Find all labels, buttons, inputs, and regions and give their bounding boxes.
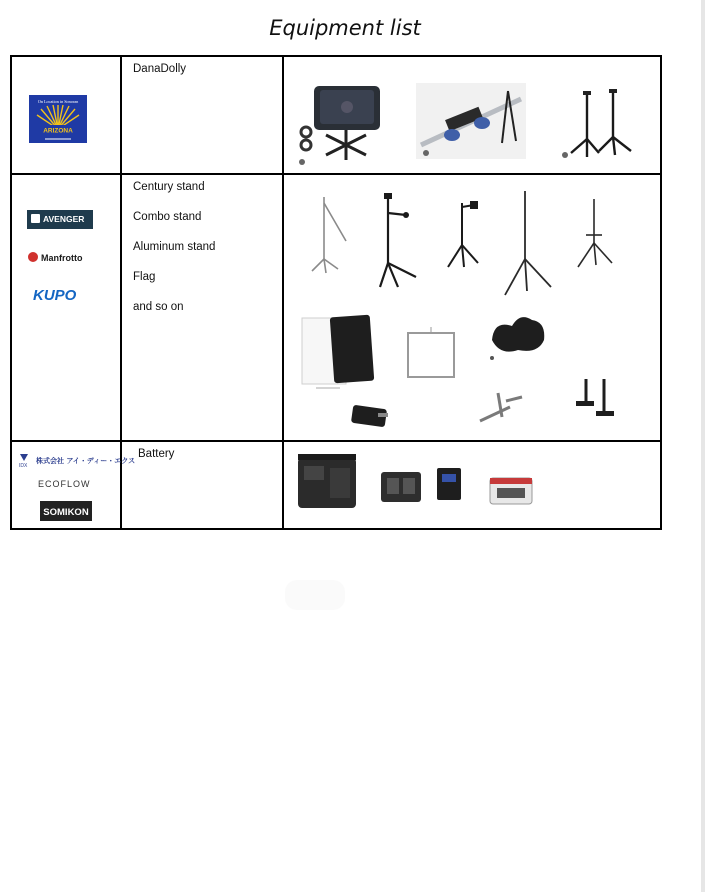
- sandbag-photo: [488, 310, 550, 362]
- flag-panels-photo: [296, 312, 380, 396]
- light-stands-photo: [559, 87, 641, 161]
- arizona-main-text: ARIZONA: [43, 127, 73, 135]
- battery-charger-photo: [377, 464, 425, 508]
- c-stand-black-photo: [376, 191, 422, 291]
- item-label: DanaDolly: [133, 63, 187, 75]
- somikon-logo: [40, 501, 92, 521]
- table-row: [11, 441, 661, 529]
- idx-small-text: IDX: [19, 463, 28, 469]
- item-label: Century stand: [133, 181, 205, 193]
- idx-jp-text: 株式会社 アイ・ディー・エクス: [36, 457, 136, 465]
- aluminum-stand-photo: [499, 187, 555, 299]
- item-label: Flag: [133, 271, 156, 283]
- dolly-track-photo: [416, 83, 526, 159]
- base-plates-photo: [574, 375, 620, 423]
- scrollbar[interactable]: [701, 0, 705, 892]
- ecoflow-logo: [36, 477, 102, 489]
- v-mount-battery-photo: [434, 464, 464, 504]
- item-label: Combo stand: [133, 211, 202, 223]
- item-cell: [121, 174, 283, 441]
- item-cell: [121, 441, 283, 529]
- item-label: Battery: [138, 448, 175, 460]
- kupo-text: KUPO: [33, 287, 77, 304]
- table-row: [11, 174, 661, 441]
- table-row: [11, 56, 661, 174]
- item-cell: [121, 56, 283, 174]
- frame-photo: [404, 327, 458, 383]
- avenger-logo: [27, 210, 93, 229]
- c-stand-photo: [308, 193, 348, 275]
- logo-cell: [11, 174, 121, 441]
- avenger-text: AVENGER: [43, 214, 85, 224]
- photo-cell: [283, 56, 661, 174]
- page-title: Equipment list: [269, 16, 421, 40]
- grip-head-photo: [476, 387, 526, 427]
- arizona-logo: [29, 95, 87, 143]
- manfrotto-logo: [27, 250, 97, 264]
- logo-cell: [11, 441, 136, 529]
- item-label: Aluminum stand: [133, 241, 216, 253]
- clamp-photo: [348, 403, 398, 433]
- ecoflow-text: ECOFLOW: [38, 479, 91, 489]
- faint-mark: [285, 580, 345, 610]
- kupo-logo: [31, 285, 93, 303]
- photo-cell: [283, 174, 661, 441]
- equipment-table: [10, 55, 662, 530]
- logo-cell: [11, 56, 121, 174]
- photo-cell: [283, 441, 661, 529]
- manfrotto-text: Manfrotto: [41, 253, 83, 263]
- arizona-top-text: On Location in Sonoran: [37, 99, 79, 104]
- power-station-photo: [294, 452, 360, 512]
- idx-logo: [18, 452, 136, 469]
- somikon-text: SOMIKON: [43, 507, 89, 518]
- light-stand-photo: [572, 195, 618, 271]
- dolly-case-photo: [296, 80, 396, 166]
- portable-battery-photo: [487, 472, 535, 508]
- combo-stand-photo: [444, 197, 484, 269]
- item-label: and so on: [133, 301, 184, 313]
